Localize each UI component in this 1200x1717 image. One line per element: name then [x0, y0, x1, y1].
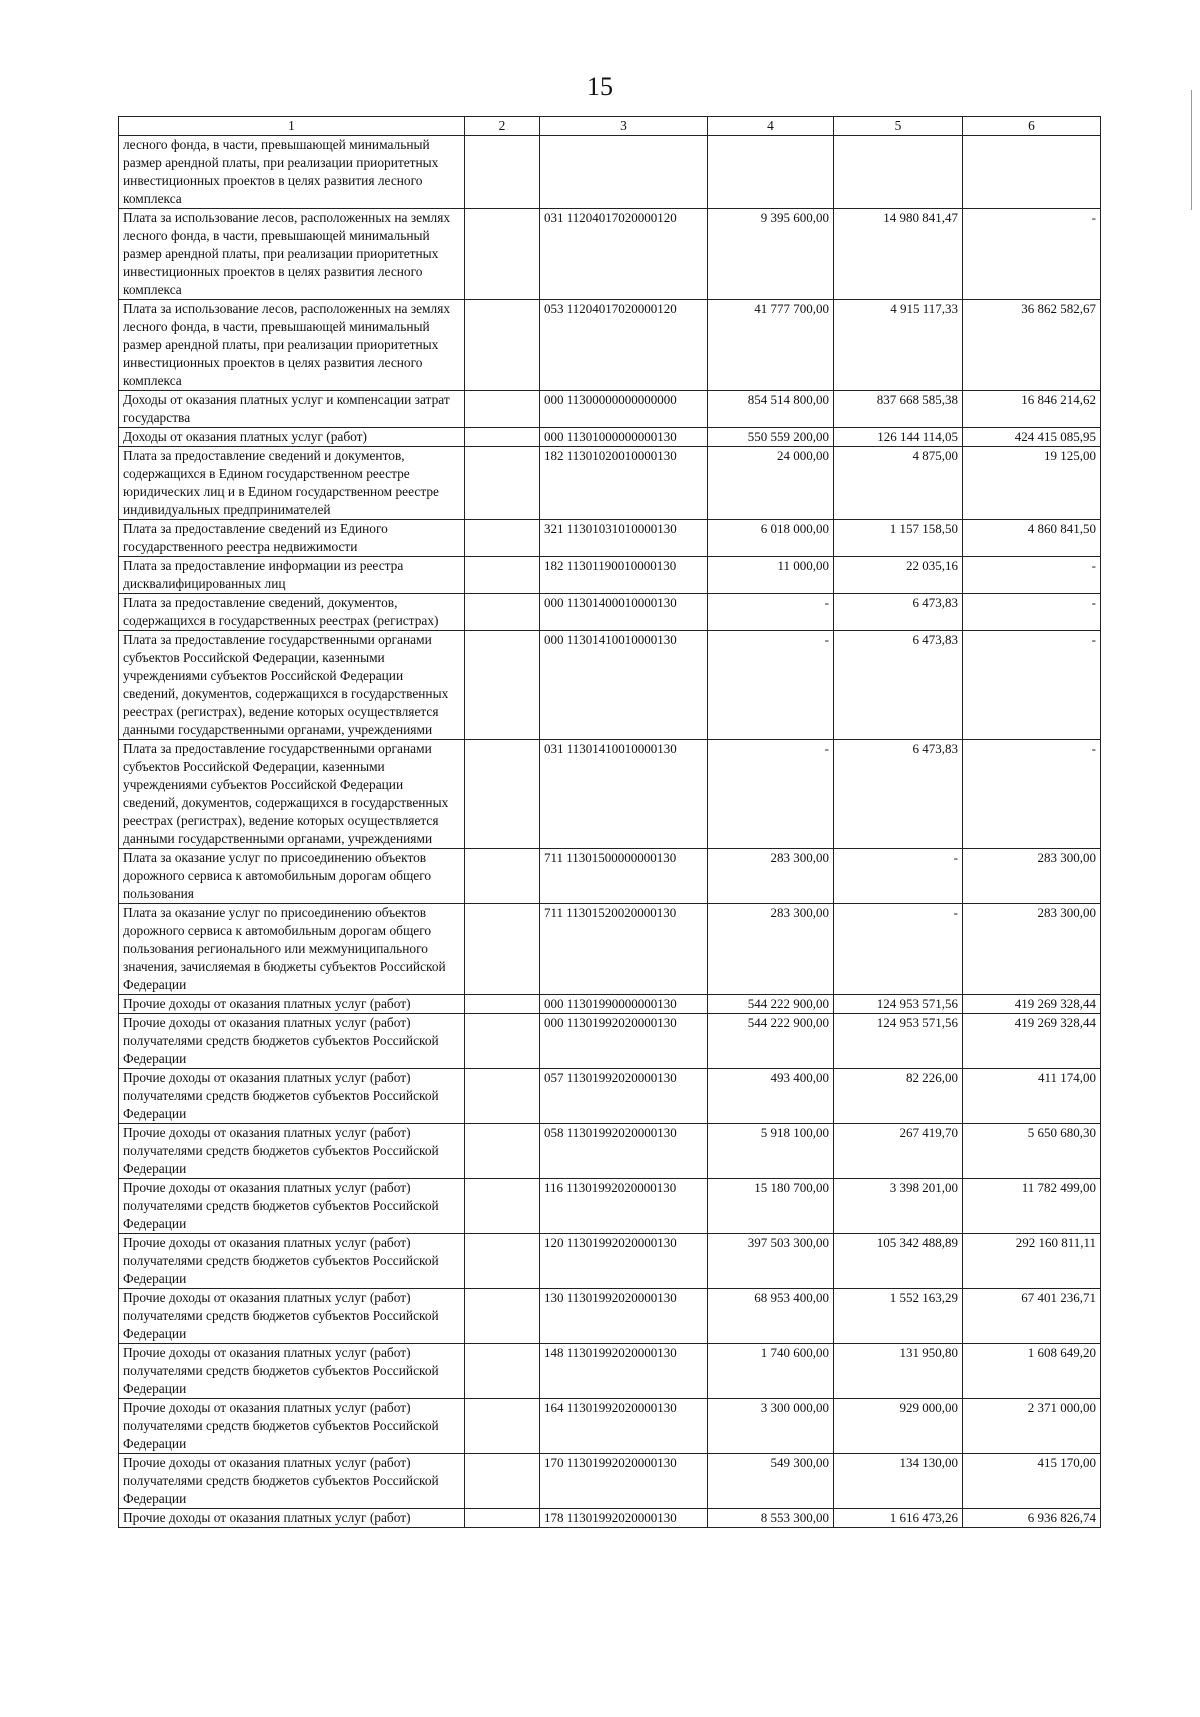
scan-edge-mark: [1191, 90, 1192, 210]
cell-v4: 24 000,00: [708, 447, 834, 520]
cell-col2: [465, 520, 540, 557]
table-row: [119, 904, 1101, 995]
cell-v5: 837 668 585,38: [834, 391, 963, 428]
cell-v5: 1 552 163,29: [834, 1289, 963, 1344]
page-number: 15: [587, 72, 613, 101]
cell-name: лесного фонда, в части, превышающей минимальный размер арендной платы, при реализации приоритетных инвестиционных проектов в целях развития лесного комплекса: [119, 136, 465, 209]
cell-col2: [465, 209, 540, 300]
cell-v6: 419 269 328,44: [963, 995, 1101, 1014]
column-header: 3: [540, 117, 708, 136]
cell-name: Прочие доходы от оказания платных услуг (работ) получателями средств бюджетов субъектов Российской Федерации: [119, 1399, 465, 1454]
cell-name: Плата за предоставление информации из реестра дисквалифицированных лиц: [119, 557, 465, 594]
cell-v5: 131 950,80: [834, 1344, 963, 1399]
cell-name: Прочие доходы от оказания платных услуг (работ) получателями средств бюджетов субъектов Российской Федерации: [119, 1179, 465, 1234]
cell-v5: 3 398 201,00: [834, 1179, 963, 1234]
cell-v5: 126 144 114,05: [834, 428, 963, 447]
cell-v6: 283 300,00: [963, 904, 1101, 995]
cell-name: Прочие доходы от оказания платных услуг (работ) получателями средств бюджетов субъектов Российской Федерации: [119, 1344, 465, 1399]
cell-v6: 419 269 328,44: [963, 1014, 1101, 1069]
cell-v5: 6 473,83: [834, 631, 963, 740]
cell-v4: -: [708, 631, 834, 740]
cell-code: 000 11301400010000130: [540, 594, 708, 631]
table-row: [119, 300, 1101, 391]
cell-col2: [465, 995, 540, 1014]
cell-code: 000 11301000000000130: [540, 428, 708, 447]
table-row: [119, 740, 1101, 849]
cell-v6: 67 401 236,71: [963, 1289, 1101, 1344]
table-row: [119, 391, 1101, 428]
cell-col2: [465, 557, 540, 594]
cell-name: Плата за оказание услуг по присоединению объектов дорожного сервиса к автомобильным дорогам общего пользования: [119, 849, 465, 904]
cell-name: Прочие доходы от оказания платных услуг (работ) получателями средств бюджетов субъектов Российской Федерации: [119, 1289, 465, 1344]
table-row: [119, 1289, 1101, 1344]
cell-v4: 68 953 400,00: [708, 1289, 834, 1344]
cell-code: 120 11301992020000130: [540, 1234, 708, 1289]
cell-code: 711 11301520020000130: [540, 904, 708, 995]
cell-v4: 11 000,00: [708, 557, 834, 594]
cell-v4: 3 300 000,00: [708, 1399, 834, 1454]
cell-code: 178 11301992020000130: [540, 1509, 708, 1528]
table-row: [119, 209, 1101, 300]
cell-code: 000 11301992020000130: [540, 1014, 708, 1069]
cell-v5: 1 157 158,50: [834, 520, 963, 557]
cell-col2: [465, 1179, 540, 1234]
table-row: [119, 1454, 1101, 1509]
cell-v5: [834, 136, 963, 209]
cell-v6: [963, 136, 1101, 209]
cell-v4: 493 400,00: [708, 1069, 834, 1124]
table-row: [119, 1179, 1101, 1234]
table-row: [119, 631, 1101, 740]
table-row: [119, 1234, 1101, 1289]
cell-name: Плата за использование лесов, расположенных на землях лесного фонда, в части, превышающей минимальный размер арендной платы, при реализации приоритетных инвестиционных проектов в целях развития лесного комплекса: [119, 300, 465, 391]
cell-v5: 1 616 473,26: [834, 1509, 963, 1528]
cell-code: 053 11204017020000120: [540, 300, 708, 391]
cell-col2: [465, 594, 540, 631]
cell-v6: -: [963, 740, 1101, 849]
cell-col2: [465, 1509, 540, 1528]
cell-code: 058 11301992020000130: [540, 1124, 708, 1179]
cell-col2: [465, 136, 540, 209]
cell-col2: [465, 1454, 540, 1509]
table-row: [119, 849, 1101, 904]
column-header: 5: [834, 117, 963, 136]
column-header: 2: [465, 117, 540, 136]
cell-name: Прочие доходы от оказания платных услуг (работ) получателями средств бюджетов субъектов Российской Федерации: [119, 1454, 465, 1509]
cell-col2: [465, 428, 540, 447]
table-row: [119, 136, 1101, 209]
cell-code: 031 11301410010000130: [540, 740, 708, 849]
cell-col2: [465, 1289, 540, 1344]
table-row: [119, 1509, 1101, 1528]
table-row: [119, 1399, 1101, 1454]
cell-name: Доходы от оказания платных услуг и компенсации затрат государства: [119, 391, 465, 428]
cell-name: Прочие доходы от оказания платных услуг (работ) получателями средств бюджетов субъектов Российской Федерации: [119, 1234, 465, 1289]
cell-col2: [465, 849, 540, 904]
cell-v4: 283 300,00: [708, 849, 834, 904]
cell-v4: [708, 136, 834, 209]
cell-code: [540, 136, 708, 209]
cell-col2: [465, 904, 540, 995]
cell-v5: 82 226,00: [834, 1069, 963, 1124]
cell-col2: [465, 447, 540, 520]
cell-code: 130 11301992020000130: [540, 1289, 708, 1344]
column-header: 6: [963, 117, 1101, 136]
table-row: [119, 520, 1101, 557]
cell-v4: 283 300,00: [708, 904, 834, 995]
cell-v6: 2 371 000,00: [963, 1399, 1101, 1454]
cell-col2: [465, 391, 540, 428]
cell-v5: 6 473,83: [834, 740, 963, 849]
cell-v4: 41 777 700,00: [708, 300, 834, 391]
cell-name: Прочие доходы от оказания платных услуг (работ) получателями средств бюджетов субъектов Российской Федерации: [119, 1124, 465, 1179]
cell-v4: -: [708, 740, 834, 849]
cell-v5: -: [834, 904, 963, 995]
table-row: [119, 1014, 1101, 1069]
cell-v4: -: [708, 594, 834, 631]
cell-v6: -: [963, 557, 1101, 594]
cell-col2: [465, 1124, 540, 1179]
cell-v5: 14 980 841,47: [834, 209, 963, 300]
cell-name: Прочие доходы от оказания платных услуг (работ): [119, 995, 465, 1014]
cell-v5: 124 953 571,56: [834, 1014, 963, 1069]
cell-v6: 16 846 214,62: [963, 391, 1101, 428]
cell-name: Плата за предоставление сведений и документов, содержащихся в Едином государственном реестре юридических лиц и в Едином государственном реестре индивидуальных предпринимателей: [119, 447, 465, 520]
cell-v5: -: [834, 849, 963, 904]
cell-col2: [465, 1399, 540, 1454]
cell-v4: 6 018 000,00: [708, 520, 834, 557]
cell-name: Плата за предоставление государственными органами субъектов Российской Федерации, казенными учреждениями субъектов Российской Федерации сведений, документов, содержащихся в государственных реестрах (регистрах), ведение которых осуществляется данными государственными органами, учреждениями: [119, 740, 465, 849]
cell-code: 182 11301020010000130: [540, 447, 708, 520]
cell-col2: [465, 631, 540, 740]
table-row: [119, 1069, 1101, 1124]
cell-name: Плата за использование лесов, расположенных на землях лесного фонда, в части, превышающей минимальный размер арендной платы, при реализации приоритетных инвестиционных проектов в целях развития лесного комплекса: [119, 209, 465, 300]
cell-v6: 1 608 649,20: [963, 1344, 1101, 1399]
table-row: [119, 1344, 1101, 1399]
header-row: [119, 117, 1101, 136]
cell-name: Плата за предоставление сведений из Единого государственного реестра недвижимости: [119, 520, 465, 557]
cell-v5: 4 915 117,33: [834, 300, 963, 391]
cell-v6: 292 160 811,11: [963, 1234, 1101, 1289]
column-header: 1: [119, 117, 465, 136]
cell-v6: -: [963, 594, 1101, 631]
column-header: 4: [708, 117, 834, 136]
cell-col2: [465, 1014, 540, 1069]
cell-v6: 411 174,00: [963, 1069, 1101, 1124]
cell-code: 000 11301990000000130: [540, 995, 708, 1014]
cell-v4: 1 740 600,00: [708, 1344, 834, 1399]
cell-name: Прочие доходы от оказания платных услуг (работ) получателями средств бюджетов субъектов Российской Федерации: [119, 1014, 465, 1069]
table-body: [119, 136, 1101, 1528]
cell-name: Доходы от оказания платных услуг (работ): [119, 428, 465, 447]
cell-name: Плата за оказание услуг по присоединению объектов дорожного сервиса к автомобильным дорогам общего пользования регионального или межмуниципального значения, зачисляемая в бюджеты субъектов Российской Федерации: [119, 904, 465, 995]
cell-v6: -: [963, 209, 1101, 300]
cell-col2: [465, 1069, 540, 1124]
table-row: [119, 1124, 1101, 1179]
cell-code: 000 11300000000000000: [540, 391, 708, 428]
cell-v4: 544 222 900,00: [708, 1014, 834, 1069]
cell-v4: 550 559 200,00: [708, 428, 834, 447]
cell-v5: 6 473,83: [834, 594, 963, 631]
cell-v6: 11 782 499,00: [963, 1179, 1101, 1234]
cell-v5: 124 953 571,56: [834, 995, 963, 1014]
cell-v4: 15 180 700,00: [708, 1179, 834, 1234]
revenue-table: [118, 116, 1101, 1528]
cell-v6: 36 862 582,67: [963, 300, 1101, 391]
cell-name: Плата за предоставление государственными органами субъектов Российской Федерации, казенными учреждениями субъектов Российской Федерации сведений, документов, содержащихся в государственных реестрах (регистрах), ведение которых осуществляется данными государственными органами, учреждениями: [119, 631, 465, 740]
table-row: [119, 995, 1101, 1014]
cell-name: Прочие доходы от оказания платных услуг (работ) получателями средств бюджетов субъектов Российской Федерации: [119, 1069, 465, 1124]
cell-v5: 105 342 488,89: [834, 1234, 963, 1289]
cell-v4: 8 553 300,00: [708, 1509, 834, 1528]
cell-v5: 22 035,16: [834, 557, 963, 594]
cell-name: Плата за предоставление сведений, документов, содержащихся в государственных реестрах (регистрах): [119, 594, 465, 631]
cell-v6: 5 650 680,30: [963, 1124, 1101, 1179]
cell-code: 057 11301992020000130: [540, 1069, 708, 1124]
cell-code: 170 11301992020000130: [540, 1454, 708, 1509]
cell-col2: [465, 1234, 540, 1289]
cell-col2: [465, 300, 540, 391]
cell-v6: 283 300,00: [963, 849, 1101, 904]
cell-v6: 424 415 085,95: [963, 428, 1101, 447]
cell-v4: 9 395 600,00: [708, 209, 834, 300]
cell-name: Прочие доходы от оказания платных услуг (работ): [119, 1509, 465, 1528]
table-row: [119, 557, 1101, 594]
cell-v4: 549 300,00: [708, 1454, 834, 1509]
cell-v4: 397 503 300,00: [708, 1234, 834, 1289]
cell-code: 116 11301992020000130: [540, 1179, 708, 1234]
cell-code: 000 11301410010000130: [540, 631, 708, 740]
table-row: [119, 594, 1101, 631]
cell-v6: 6 936 826,74: [963, 1509, 1101, 1528]
cell-code: 031 11204017020000120: [540, 209, 708, 300]
cell-v4: 5 918 100,00: [708, 1124, 834, 1179]
cell-v5: 134 130,00: [834, 1454, 963, 1509]
cell-code: 321 11301031010000130: [540, 520, 708, 557]
table-row: [119, 447, 1101, 520]
table-row: [119, 428, 1101, 447]
cell-col2: [465, 740, 540, 849]
cell-code: 182 11301190010000130: [540, 557, 708, 594]
cell-col2: [465, 1344, 540, 1399]
cell-v5: 929 000,00: [834, 1399, 963, 1454]
cell-code: 148 11301992020000130: [540, 1344, 708, 1399]
cell-code: 164 11301992020000130: [540, 1399, 708, 1454]
cell-v6: 4 860 841,50: [963, 520, 1101, 557]
cell-v6: -: [963, 631, 1101, 740]
cell-v6: 19 125,00: [963, 447, 1101, 520]
cell-v6: 415 170,00: [963, 1454, 1101, 1509]
cell-v5: 267 419,70: [834, 1124, 963, 1179]
cell-v5: 4 875,00: [834, 447, 963, 520]
cell-v4: 544 222 900,00: [708, 995, 834, 1014]
cell-v4: 854 514 800,00: [708, 391, 834, 428]
cell-code: 711 11301500000000130: [540, 849, 708, 904]
